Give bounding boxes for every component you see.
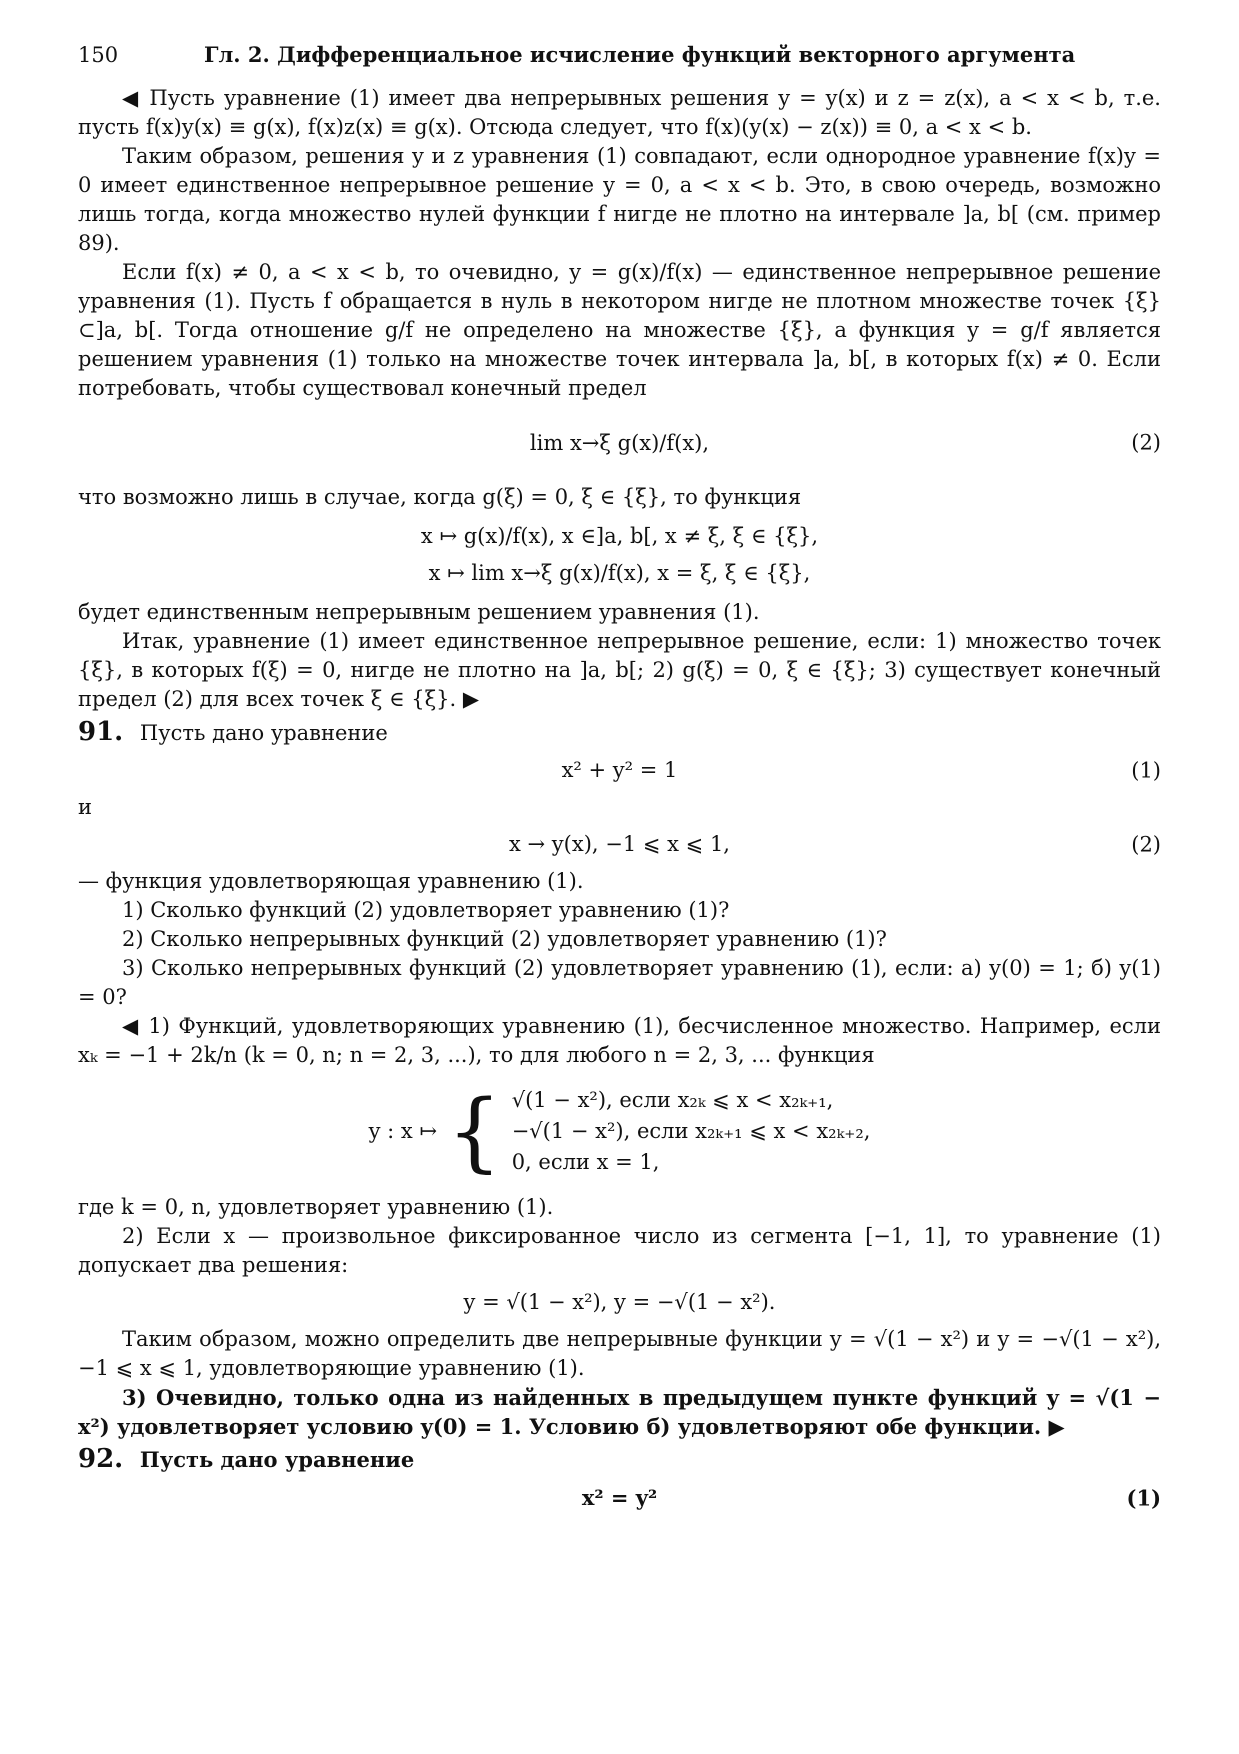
problem-text: Пусть дано уравнение [139,1447,415,1472]
equation-91-1 [78,756,1161,785]
paragraph: Итак, уравнение (1) имеет единственное непрерывное решение, если: 1) множество точек {ξ}, в которых f(ξ) = 0, нигде не плотно на ]a, b[; 2) g(ξ) = 0, ξ ∈ {ξ}; 3) существует конечный предел (2) для всех точек ξ ∈ {ξ}. ▶ [78,629,1161,711]
piecewise-row: √(1 − x²), если x₂ₖ ⩽ x < x₂ₖ₊₁, [511,1088,834,1112]
equation-body: x² + y² = 1 [561,758,678,782]
equation-number: (1) [1126,1485,1161,1510]
left-brace: { [446,1081,502,1182]
equation-line: x ↦ lim x→ξ g(x)/f(x), x = ξ, ξ ∈ {ξ}, [428,561,811,585]
equation-number: (2) [1131,832,1161,856]
piecewise-function [78,1081,1161,1182]
conjunction: и [78,795,92,819]
piecewise-row: −√(1 − x²), если x₂ₖ₊₁ ⩽ x < x₂ₖ₊₂, [511,1119,871,1143]
paragraph: где k = 0, n, удовлетворяет уравнению (1). [78,1195,554,1219]
problem-number: 91. [78,717,124,747]
equation-body: x² = y² [581,1485,658,1510]
piecewise-row: 0, если x = 1, [511,1150,660,1174]
equation-body: y = √(1 − x²), y = −√(1 − x²). [463,1290,776,1314]
piecewise-rows [512,1084,871,1179]
page-header [78,40,1161,70]
problem-text: Пусть дано уравнение [139,721,388,745]
equation-91-2 [78,830,1161,859]
paragraph: Если f(x) ≠ 0, a < x < b, то очевидно, y = g(x)/f(x) — единственное непрерывное решение уравнения (1). Пусть f обращается в нуль в некотором нигде не плотном множестве точек {ξ} ⊂]a, b[. Тогда отношение g/f не определено на множестве {ξ}, а функция y = g/f является решением уравнения (1) только на множестве точек интервала ]a, b[, в которых f(x) ≠ 0. Если потребовать, чтобы существовал конечный предел [78,260,1161,400]
answer-3: 3) Очевидно, только одна из найденных в предыдущем пункте функций y = √(1 − x²) удовлетворяет условию y(0) = 1. Условию б) удовлетворяют обе функции. ▶ [78,1385,1161,1439]
function-definition [78,522,1161,588]
running-title: Гл. 2. Дифференциальное исчисление функций векторного аргумента [204,42,1076,67]
question-1: 1) Сколько функций (2) удовлетворяет уравнению (1)? [122,898,730,922]
paragraph: Таким образом, можно определить две непрерывные функции y = √(1 − x²) и y = −√(1 − x²), −1 ⩽ x ⩽ 1, удовлетворяющие уравнению (1). [78,1327,1161,1380]
proof-start: ◀ Пусть уравнение (1) имеет два непрерывных решения y = y(x) и z = z(x), a < x < b, т.е. пусть f(x)y(x) ≡ g(x), f(x)z(x) ≡ g(x). Отсюда следует, что f(x)(y(x) − z(x)) ≡ 0, a < x < b. [78,86,1161,139]
problem-92 [78,1445,1161,1475]
equation-body: x → y(x), −1 ⩽ x ⩽ 1, [509,832,730,856]
equation-number: (2) [1131,430,1161,455]
equation-body: lim x→ξ g(x)/f(x), [529,430,710,455]
answer-2: 2) Если x — произвольное фиксированное число из сегмента [−1, 1], то уравнение (1) допускает два решения: [78,1224,1161,1277]
paragraph: — функция удовлетворяющая уравнению (1). [78,869,584,893]
paragraph: что возможно лишь в случае, когда g(ξ) = 0, ξ ∈ {ξ}, то функция [78,485,802,509]
question-2: 2) Сколько непрерывных функций (2) удовлетворяет уравнению (1)? [122,927,887,951]
answer-1: ◀ 1) Функций, удовлетворяющих уравнению (1), бесчисленное множество. Например, если xₖ = −1 + 2k/n (k = 0, n; n = 2, 3, ...), то для любого n = 2, 3, ... функция [78,1014,1161,1067]
equation-2 [78,411,1161,475]
paragraph: будет единственным непрерывным решением уравнения (1). [78,600,760,624]
problem-number: 92. [78,1444,124,1474]
problem-91 [78,718,1161,748]
piecewise-lhs: y : x ↦ [368,1119,437,1143]
paragraph: Таким образом, решения y и z уравнения (1) совпадают, если однородное уравнение f(x)y = 0 имеет единственное непрерывное решение y = 0, a < x < b. Это, в свою очередь, возможно лишь тогда, когда множество нулей функции f нигде не плотно на интервале ]a, b[ (см. пример 89). [78,144,1161,255]
equation-number: (1) [1131,758,1161,782]
equation-92 [78,1483,1161,1512]
equation-two-solutions [78,1288,1161,1317]
question-3: 3) Сколько непрерывных функций (2) удовлетворяет уравнению (1), если: а) y(0) = 1; б) y(1) = 0? [78,956,1161,1009]
equation-line: x ↦ g(x)/f(x), x ∈]a, b[, x ≠ ξ, ξ ∈ {ξ}, [420,524,819,548]
page-number: 150 [78,43,119,67]
